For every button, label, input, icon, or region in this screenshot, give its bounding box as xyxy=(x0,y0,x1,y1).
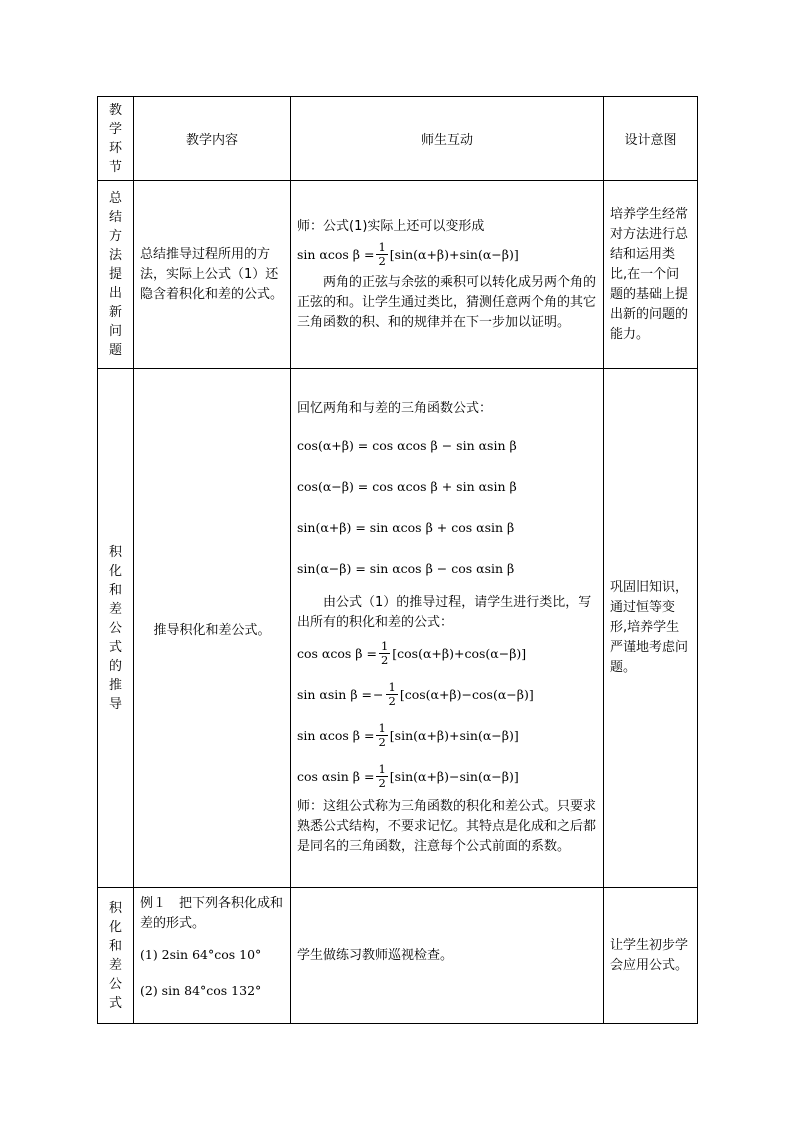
header-design: 设计意图 xyxy=(604,97,698,181)
stage-derivation-char: 式 xyxy=(108,639,122,655)
product-formula-rhs: [cos(α+β)−cos(α−β)] xyxy=(399,687,534,702)
sum-formula: cos(α+β) = cos αcos β − sin αsin β xyxy=(297,438,517,453)
interaction-example-text: 学生做练习教师巡视检查。 xyxy=(297,947,454,963)
interaction-derivation xyxy=(291,369,604,888)
stage-example-char: 积 xyxy=(108,900,122,916)
header-interaction: 师生互动 xyxy=(291,97,604,181)
fraction-num: 1 xyxy=(378,762,386,776)
fraction-den: 2 xyxy=(380,653,389,667)
product-formula-fraction xyxy=(376,763,387,790)
example-item-1: (1) 2sin 64°cos 10° xyxy=(140,946,262,962)
product-formula-fraction xyxy=(376,722,387,749)
content-example xyxy=(134,888,291,1024)
formula-note: 师：这组公式称为三角函数的积化和差公式。只要求熟悉公式结构，不要求记忆。其特点是化成和之后都是同名的三角函数，注意每个公式前面的系数。 xyxy=(297,799,597,854)
stage-example-char: 式 xyxy=(108,995,122,1011)
teacher-intro: 师：公式(1)实际上还可以变形成 xyxy=(297,218,485,234)
header-stage-char: 教 xyxy=(108,102,122,118)
product-formula-lhs: sin αsin β = xyxy=(297,687,372,702)
header-stage-char: 环 xyxy=(108,140,122,156)
header-stage-char: 学 xyxy=(108,121,122,137)
header-row xyxy=(98,97,698,181)
recall-text: 回忆两角和与差的三角函数公式： xyxy=(297,401,493,416)
product-formula-rhs: [cos(α+β)+cos(α−β)] xyxy=(392,646,527,661)
sum-formula: cos(α−β) = cos αcos β + sin αsin β xyxy=(297,479,517,494)
stage-summary-char: 新 xyxy=(108,305,122,320)
formula-1-fraction xyxy=(376,241,387,268)
sum-formula: sin(α−β) = sin αcos β − cos αsin β xyxy=(297,561,515,576)
analogy-text: 由公式（1）的推导过程，请学生进行类比，写出所有的积化和差的公式： xyxy=(297,595,592,630)
product-formula-lhs: sin αcos β = xyxy=(297,728,375,743)
header-stage-char: 节 xyxy=(108,159,122,175)
interaction-summary xyxy=(291,181,604,369)
row-summary xyxy=(98,181,698,369)
example-title: 例１ 把下列各积化成和差的形式。 xyxy=(140,896,284,931)
stage-derivation-char: 积 xyxy=(108,544,122,560)
stage-example-char: 和 xyxy=(108,938,122,954)
design-derivation-text: 巩固旧知识，通过恒等变形,培养学生严谨地考虑问题。 xyxy=(610,580,689,675)
stage-example-char: 差 xyxy=(108,957,122,973)
formula-1 xyxy=(297,237,597,273)
design-derivation xyxy=(604,369,698,888)
stage-summary-char: 总 xyxy=(108,191,122,206)
stage-example xyxy=(98,888,134,1024)
product-formula xyxy=(297,674,597,715)
product-formula-lhs: cos αcos β = xyxy=(297,646,377,661)
stage-derivation-char: 导 xyxy=(108,696,122,712)
example-item-2: (2) sin 84°cos 132° xyxy=(140,982,262,998)
product-formula-list xyxy=(297,633,597,797)
stage-summary-char: 方 xyxy=(108,229,122,244)
product-formula-lhs: cos αsin β = xyxy=(297,769,375,784)
fraction-num: 1 xyxy=(380,639,389,653)
fraction-num: 1 xyxy=(378,721,386,735)
lesson-plan-table xyxy=(97,96,698,1024)
stage-derivation-char: 推 xyxy=(108,677,122,693)
product-formula-rhs: [sin(α+β)−sin(α−β)] xyxy=(389,769,519,784)
stage-derivation-char: 化 xyxy=(108,563,122,579)
sum-formula: sin(α+β) = sin αcos β + cos αsin β xyxy=(297,520,515,535)
product-formula-rhs: [sin(α+β)+sin(α−β)] xyxy=(389,728,519,743)
stage-example-char: 化 xyxy=(108,919,122,935)
row-example xyxy=(98,888,698,1024)
sum-formula-list xyxy=(297,425,597,589)
stage-summary-char: 法 xyxy=(108,248,122,263)
fraction-den: 2 xyxy=(378,776,386,790)
design-example-text: 让学生初步学会应用公式。 xyxy=(610,937,689,973)
formula-1-lhs: sin αcos β = xyxy=(297,247,375,262)
stage-derivation-char: 的 xyxy=(108,658,122,674)
design-summary xyxy=(604,181,698,369)
stage-derivation xyxy=(98,369,134,888)
row-derivation xyxy=(98,369,698,888)
product-formula-sign: − xyxy=(373,687,384,702)
product-formula xyxy=(297,756,597,797)
stage-derivation-char: 公 xyxy=(108,620,122,636)
formula-1-rhs: [sin(α+β)+sin(α−β)] xyxy=(389,247,519,262)
fraction-den: 2 xyxy=(388,694,396,708)
stage-summary-char: 出 xyxy=(108,286,122,301)
stage-summary-char: 题 xyxy=(108,343,122,358)
content-summary-text: 总结推导过程所用的方法，实际上公式（1）还隐含着积化和差的公式。 xyxy=(140,246,284,302)
product-formula xyxy=(297,633,597,674)
stage-derivation-char: 差 xyxy=(108,601,122,617)
product-formula-fraction xyxy=(386,681,397,708)
design-example xyxy=(604,888,698,1024)
stage-derivation-char: 和 xyxy=(108,582,122,598)
fraction-num: 1 xyxy=(388,680,396,694)
content-summary xyxy=(134,181,291,369)
stage-summary xyxy=(98,181,134,369)
design-summary-text: 培养学生经常对方法进行总结和运用类比,在一个问题的基础上提出新的问题的能力。 xyxy=(610,206,689,342)
product-formula xyxy=(297,715,597,756)
stage-example-char: 公 xyxy=(108,976,122,992)
stage-summary-char: 结 xyxy=(108,210,122,225)
stage-summary-char: 提 xyxy=(108,267,122,282)
product-formula-fraction xyxy=(379,640,390,667)
summary-paragraph: 两角的正弦与余弦的乘积可以转化成另两个角的正弦的和。让学生通过类比，猜测任意两个角的其它三角函数的积、和的规律并在下一步加以证明。 xyxy=(297,274,597,330)
header-stage xyxy=(98,97,134,181)
formula-1-den: 2 xyxy=(378,254,386,268)
fraction-den: 2 xyxy=(378,735,386,749)
header-content: 教学内容 xyxy=(134,97,291,181)
stage-summary-char: 问 xyxy=(108,324,122,339)
formula-1-num: 1 xyxy=(378,240,386,254)
content-derivation-text: 推导积化和差公式。 xyxy=(153,622,271,638)
interaction-example xyxy=(291,888,604,1024)
content-derivation xyxy=(134,369,291,888)
